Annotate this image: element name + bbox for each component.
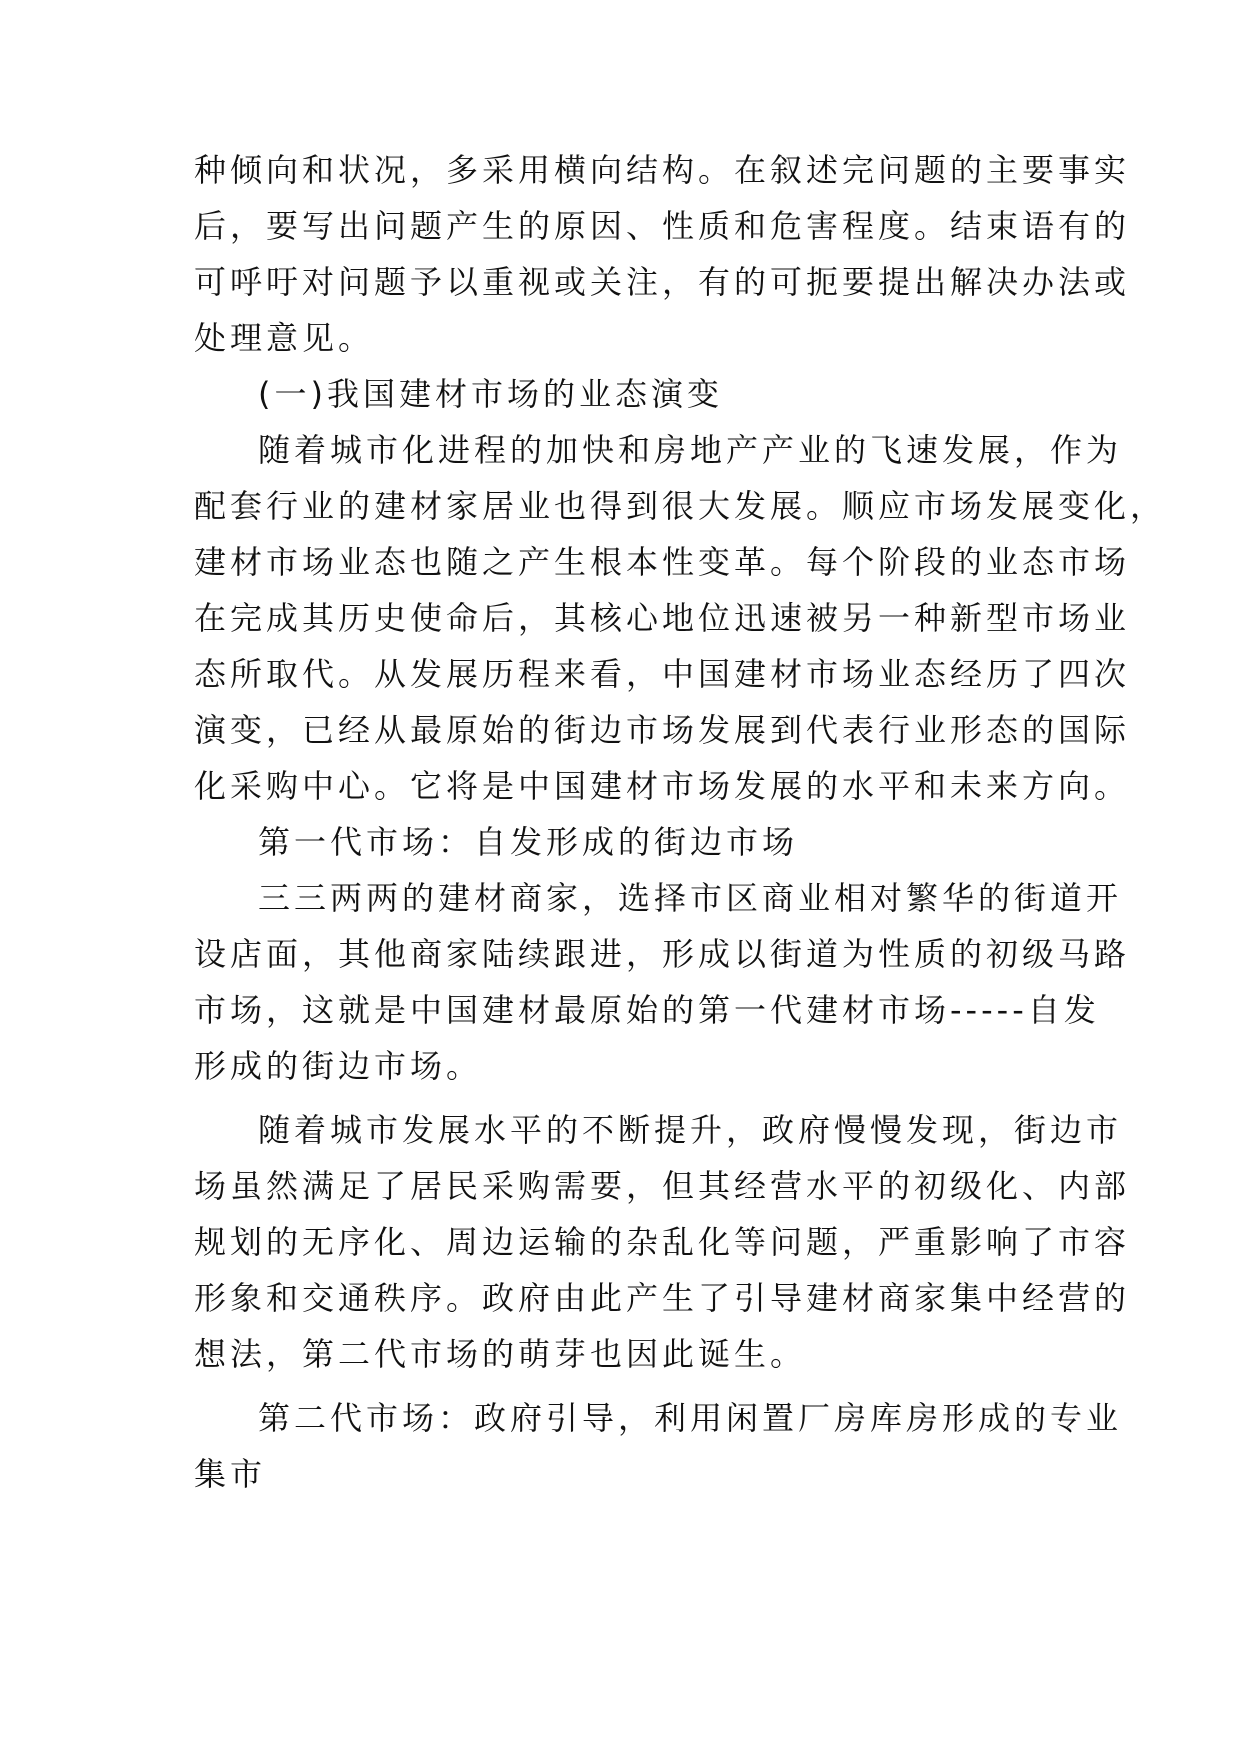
text-line: 配套行业的建材家居业也得到很大发展。顺应市场发展变化，: [194, 487, 1167, 525]
text-line: 在完成其历史使命后，其核心地位迅速被另一种新型市场业: [194, 599, 1131, 637]
subheading: 第一代市场：自发形成的街边市场: [258, 823, 799, 861]
text-line: 形成的街边市场。: [194, 1047, 483, 1085]
text-line: 随着城市化进程的加快和房地产产业的飞速发展，作为: [258, 431, 1123, 469]
text-line: 可呼吁对问题予以重视或关注，有的可扼要提出解决办法或: [194, 263, 1131, 301]
section-heading: (一)我国建材市场的业态演变: [258, 375, 723, 413]
text-line: 化采购中心。它将是中国建材市场发展的水平和未来方向。: [194, 767, 1131, 805]
text-line: 后，要写出问题产生的原因、性质和危害程度。结束语有的: [194, 207, 1131, 245]
text-line: 建材市场业态也随之产生根本性变革。每个阶段的业态市场: [194, 543, 1131, 581]
text-line: 随着城市发展水平的不断提升，政府慢慢发现，街边市: [258, 1111, 1123, 1149]
text-line: 市场，这就是中国建材最原始的第一代建材市场-----自发: [194, 991, 1100, 1029]
text-line: 种倾向和状况，多采用横向结构。在叙述完问题的主要事实: [194, 151, 1131, 189]
text-line: 想法，第二代市场的萌芽也因此诞生。: [194, 1335, 807, 1373]
text-line: 演变，已经从最原始的街边市场发展到代表行业形态的国际: [194, 711, 1131, 749]
text-line: 规划的无序化、周边运输的杂乱化等问题，严重影响了市容: [194, 1223, 1131, 1261]
text-line: 设店面，其他商家陆续跟进，形成以街道为性质的初级马路: [194, 935, 1131, 973]
text-line: 场虽然满足了居民采购需要，但其经营水平的初级化、内部: [194, 1167, 1131, 1205]
text-line: 态所取代。从发展历程来看，中国建材市场业态经历了四次: [194, 655, 1131, 693]
text-line: 处理意见。: [194, 319, 375, 357]
text-line: 形象和交通秩序。政府由此产生了引导建材商家集中经营的: [194, 1279, 1131, 1317]
text-line: 三三两两的建材商家，选择市区商业相对繁华的街道开: [258, 879, 1123, 917]
text-line: 集市: [194, 1455, 267, 1493]
subheading: 第二代市场：政府引导，利用闲置厂房库房形成的专业: [258, 1399, 1123, 1437]
